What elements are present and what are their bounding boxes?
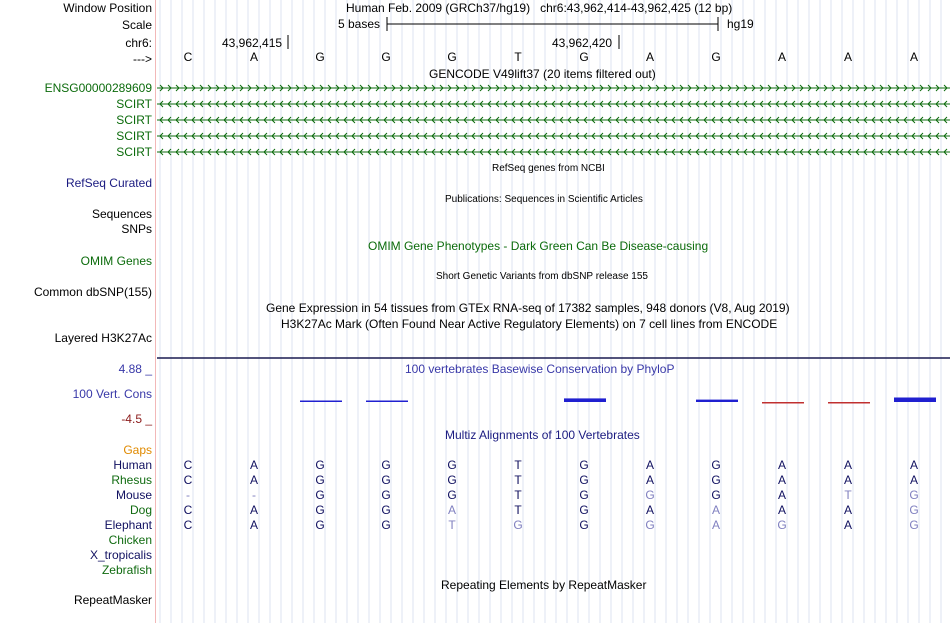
- aligned-base: A: [645, 458, 654, 472]
- aligned-base: A: [843, 458, 852, 472]
- base-letter: A: [777, 50, 786, 64]
- aligned-base: G: [777, 518, 787, 532]
- window-position-value: Human Feb. 2009 (GRCh37/hg19) chr6:43,962,414-43,962,425 (12 bp): [346, 1, 733, 15]
- aligned-base: G: [711, 458, 721, 472]
- aligned-base: G: [447, 488, 457, 502]
- aligned-base: A: [777, 473, 786, 487]
- repeatmasker-track-title: Repeating Elements by RepeatMasker: [441, 578, 647, 592]
- aligned-base: G: [513, 518, 523, 532]
- base-letter: A: [249, 50, 258, 64]
- aligned-base: G: [315, 503, 325, 517]
- dbsnp-track-title: Short Genetic Variants from dbSNP release 155: [436, 271, 648, 282]
- aligned-base: G: [645, 518, 655, 532]
- aligned-base: G: [381, 458, 391, 472]
- chrom-label: chr6:: [125, 36, 152, 50]
- aligned-base: A: [843, 473, 852, 487]
- aligned-base: G: [315, 518, 325, 532]
- conservation-label[interactable]: 100 Vert. Cons: [72, 387, 152, 401]
- phylop-bar: [894, 398, 936, 403]
- aligned-base: G: [447, 473, 457, 487]
- aligned-base: -: [186, 488, 190, 502]
- gencode-item-label[interactable]: SCIRT: [116, 113, 152, 127]
- aligned-base: A: [249, 518, 258, 532]
- aligned-base: T: [514, 503, 522, 517]
- aligned-base: A: [249, 503, 258, 517]
- aligned-base: A: [645, 473, 654, 487]
- h3k27ac-label[interactable]: Layered H3K27Ac: [54, 331, 152, 345]
- gencode-item-label[interactable]: ENSG00000289609: [44, 81, 152, 95]
- refseq-track-title: RefSeq genes from NCBI: [492, 163, 605, 174]
- position-tick-1: 43,962,415: [222, 36, 283, 50]
- species-label[interactable]: Rhesus: [111, 473, 152, 487]
- aligned-base: C: [183, 518, 193, 532]
- phylop-bar: [300, 401, 342, 403]
- base-letter: G: [447, 50, 457, 64]
- aligned-base: G: [381, 503, 391, 517]
- aligned-base: -: [252, 488, 256, 502]
- strand-label: --->: [133, 52, 152, 66]
- position-tick-2: 43,962,420: [552, 36, 613, 50]
- aligned-base: A: [909, 458, 918, 472]
- aligned-base: A: [249, 473, 258, 487]
- phylop-bar: [366, 401, 408, 403]
- gencode-item-label[interactable]: SCIRT: [116, 145, 152, 159]
- aligned-base: A: [645, 503, 654, 517]
- aligned-base: A: [909, 473, 918, 487]
- repeatmasker-label[interactable]: RepeatMasker: [73, 593, 152, 607]
- base-letter: G: [711, 50, 721, 64]
- phylop-bar: [762, 402, 804, 404]
- multiz-track-title: Multiz Alignments of 100 Vertebrates: [445, 428, 640, 442]
- species-label[interactable]: X_tropicalis: [89, 548, 152, 562]
- aligned-base: A: [777, 488, 786, 502]
- sequences-label[interactable]: Sequences: [91, 207, 152, 221]
- aligned-base: G: [447, 458, 457, 472]
- base-letter: A: [843, 50, 852, 64]
- aligned-base: G: [909, 518, 919, 532]
- label-divider: [155, 0, 156, 623]
- aligned-base: T: [514, 473, 522, 487]
- scale-assembly: hg19: [727, 17, 754, 31]
- gencode-item-label[interactable]: SCIRT: [116, 97, 152, 111]
- aligned-base: T: [514, 458, 522, 472]
- dbsnp-label[interactable]: Common dbSNP(155): [33, 285, 152, 299]
- aligned-base: G: [579, 473, 589, 487]
- aligned-base: G: [315, 488, 325, 502]
- aligned-base: G: [711, 473, 721, 487]
- phylop-track-title: 100 vertebrates Basewise Conservation by PhyloP: [405, 362, 675, 376]
- aligned-base: G: [579, 503, 589, 517]
- species-label[interactable]: Dog: [129, 503, 152, 517]
- gencode-track-title: GENCODE V49lift37 (20 items filtered out): [429, 67, 656, 81]
- aligned-base: T: [514, 488, 522, 502]
- refseq-label[interactable]: RefSeq Curated: [65, 176, 152, 190]
- aligned-base: G: [645, 488, 655, 502]
- aligned-base: G: [315, 473, 325, 487]
- scale-label: Scale: [121, 18, 152, 32]
- species-label[interactable]: Mouse: [115, 488, 152, 502]
- aligned-base: A: [711, 503, 720, 517]
- aligned-base: C: [183, 503, 193, 517]
- base-letter: A: [909, 50, 918, 64]
- base-letter: T: [514, 50, 522, 64]
- aligned-base: A: [777, 503, 786, 517]
- h3k27ac-track-title: H3K27Ac Mark (Often Found Near Active Regulatory Elements) on 7 cell lines from ENCODE: [281, 317, 778, 331]
- gencode-item-label[interactable]: SCIRT: [116, 129, 152, 143]
- aligned-base: T: [844, 488, 852, 502]
- window-position-label: Window Position: [63, 1, 152, 15]
- aligned-base: G: [579, 518, 589, 532]
- species-label[interactable]: Human: [113, 458, 152, 472]
- phylop-bar: [828, 402, 870, 404]
- base-letter: A: [645, 50, 654, 64]
- species-label[interactable]: Elephant: [104, 518, 152, 532]
- species-label[interactable]: Chicken: [108, 533, 152, 547]
- phylop-bar: [696, 400, 738, 402]
- species-label[interactable]: Zebrafish: [101, 563, 152, 577]
- aligned-base: A: [447, 503, 456, 517]
- base-letter: G: [579, 50, 589, 64]
- base-letter: C: [183, 50, 193, 64]
- scale-size: 5 bases: [338, 17, 381, 31]
- aligned-base: C: [183, 473, 193, 487]
- phylop-bar: [564, 398, 606, 402]
- aligned-base: G: [579, 488, 589, 502]
- publications-track-title: Publications: Sequences in Scientific Articles: [445, 194, 643, 205]
- omim-track-title: OMIM Gene Phenotypes - Dark Green Can Be Disease-causing: [368, 239, 709, 253]
- aligned-base: G: [381, 488, 391, 502]
- omim-label[interactable]: OMIM Genes: [80, 254, 152, 268]
- aligned-base: G: [909, 503, 919, 517]
- aligned-base: G: [711, 488, 721, 502]
- aligned-base: A: [249, 458, 258, 472]
- phylop-min-label: -4.5 _: [121, 412, 152, 426]
- aligned-base: A: [843, 518, 852, 532]
- aligned-base: T: [448, 518, 456, 532]
- snps-label[interactable]: SNPs: [121, 222, 152, 236]
- aligned-base: G: [381, 473, 391, 487]
- gtex-track-title: Gene Expression in 54 tissues from GTEx RNA-seq of 17382 samples, 948 donors (V8, Aug 2019): [266, 301, 790, 315]
- base-letter: G: [381, 50, 391, 64]
- aligned-base: A: [711, 518, 720, 532]
- aligned-base: G: [315, 458, 325, 472]
- aligned-base: G: [579, 458, 589, 472]
- aligned-base: A: [777, 458, 786, 472]
- aligned-base: C: [183, 458, 193, 472]
- aligned-base: A: [843, 503, 852, 517]
- base-letter: G: [315, 50, 325, 64]
- phylop-max-label: 4.88 _: [118, 362, 152, 376]
- aligned-base: G: [381, 518, 391, 532]
- gaps-label[interactable]: Gaps: [123, 443, 152, 457]
- aligned-base: G: [909, 488, 919, 502]
